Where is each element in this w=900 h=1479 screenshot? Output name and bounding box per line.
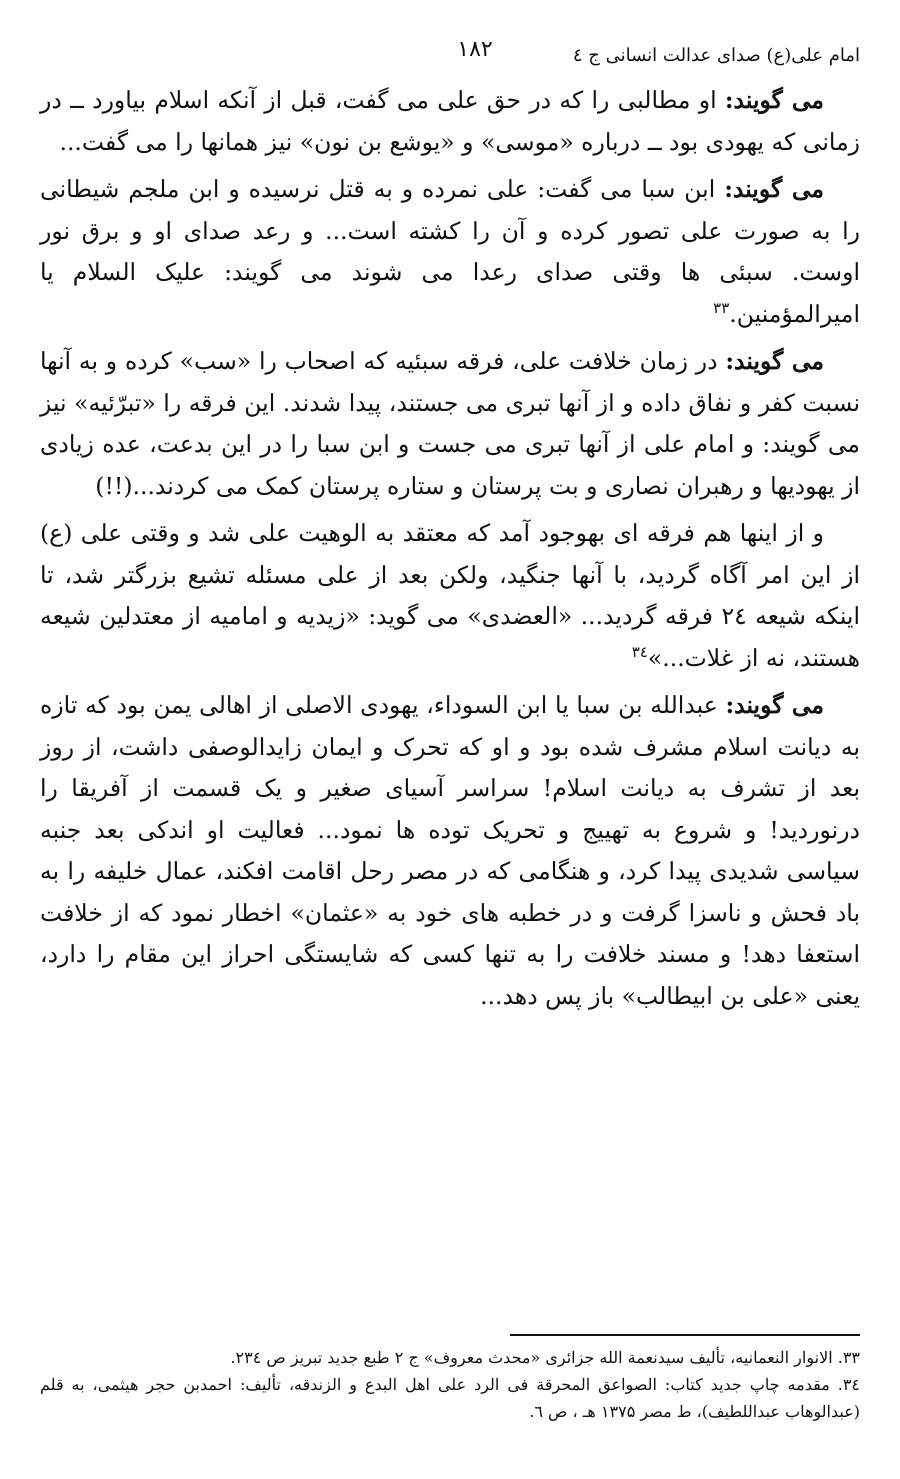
- paragraph-text: عبدالله بن سبا یا ابن السوداء، یهودی الاصلی از اهالی یمن بود که تازه به دیانت اسلام مشرف شده بود و او که تحرک و ایمان زایدالوصفی داشت، از روز بعد از تشرف به دیانت اسلام! سراسر آسیای صغیر و یک قسمت از آفریقا را درنوردید! و شروع به تهییج و تحریک توده ها نمود... فعالیت او اندکی بعد جنبه سیاسی شدیدی پیدا کرد، و هنگامی که در مصر رحل اقامت افکند، عمال خلیفه را به باد فحش و ناسزا گرفت و در خطبه های خود به «عثمان» اخطار نمود که از خلافت استعفا دهد! و مسند خلافت را به تنها کسی که شایستگی احراز این مقام را دارد، یعنی «علی بن ابیطالب» باز پس دهد...: [40, 691, 860, 1010]
- paragraph-4: [40, 513, 860, 679]
- paragraph-lead: می گویند:: [725, 691, 824, 719]
- paragraph-1: [40, 80, 860, 163]
- paragraph-lead: می گویند:: [725, 347, 824, 375]
- body-text: [40, 80, 860, 1023]
- footnote-ref[interactable]: ۳٤: [631, 642, 648, 661]
- paragraph-3: [40, 341, 860, 507]
- paragraph-text: او مطالبی را که در حق علی می گفت، قبل از آنکه اسلام بیاورد ــ در زمانی که یهودی بود ــ درباره «موسی» و «یوشع بن نون» نیز همانها را می گفت...: [40, 86, 860, 156]
- paragraph-lead: می گویند:: [724, 175, 825, 203]
- paragraph-text: در زمان خلافت علی، فرقه سبئیه که اصحاب را «سب» کرده و به آنها نسبت کفر و نفاق داده و از آنها تبری می جستند، پیدا شدند. این فرقه را «تبرّئیه» نیز می گویند: و امام علی از آنها تبری می جست و ابن سبا را در این بدعت، عده زیادی از یهودیها و رهبران نصاری و بت پرستان و ستاره پرستان کمک می کردند...(!!): [40, 347, 860, 500]
- footnote-33: ۳۳. الانوار النعمانیه، تألیف سیدنعمة الله جزائری «محدث معروف» ج ۲ طبع جدید تبریز ص ۲۳٤.: [230, 1348, 860, 1367]
- paragraph-lead: می گویند:: [724, 86, 824, 114]
- footnotes: [40, 1344, 860, 1425]
- page-header: [40, 34, 860, 74]
- paragraph-text: ابن سبا می گفت: علی نمرده و به قتل نرسیده و ابن ملجم شیطانی را به صورت علی تصور کرده و آن را کشته است... و رعد صدای او و برق نور اوست. سبئی ها وقتی صدای رعدا می شوند می گویند: علیک السلام یا امیرالمؤمنین.: [40, 175, 860, 328]
- footnote-34: ۳٤. مقدمه چاپ جدید کتاب: الصواعق المحرقة فی الرد علی اهل البدع و الزندقه، تألیف: احمدبن حجر هیثمی، به قلم (عبدالوهاب عبداللطیف)، ط مصر ۱۳۷۵ هـ ، ص ٦.: [40, 1375, 860, 1421]
- paragraph-5: [40, 685, 860, 1017]
- page-number: ۱۸۲: [457, 37, 493, 62]
- paragraph-2: [40, 169, 860, 335]
- running-title: امام علی(ع) صدای عدالت انسانی ج ٤: [572, 45, 860, 66]
- footnote-ref[interactable]: ۳۳: [713, 298, 730, 317]
- paragraph-text: و از اینها هم فرقه ای بهوجود آمد که معتقد به الوهیت علی شد و وقتی علی (ع) از این امر آگاه گردید، با آنها جنگید، ولکن بعد از علی مسئله تشیع بزرگتر شد، تا اینکه شیعه ۲٤ فرقه گردید... «العضدی» می گوید: «زیدیه و امامیه از معتدلین شیعه هستند، نه از غلات...»: [40, 519, 860, 672]
- footnote-divider: [510, 1334, 860, 1336]
